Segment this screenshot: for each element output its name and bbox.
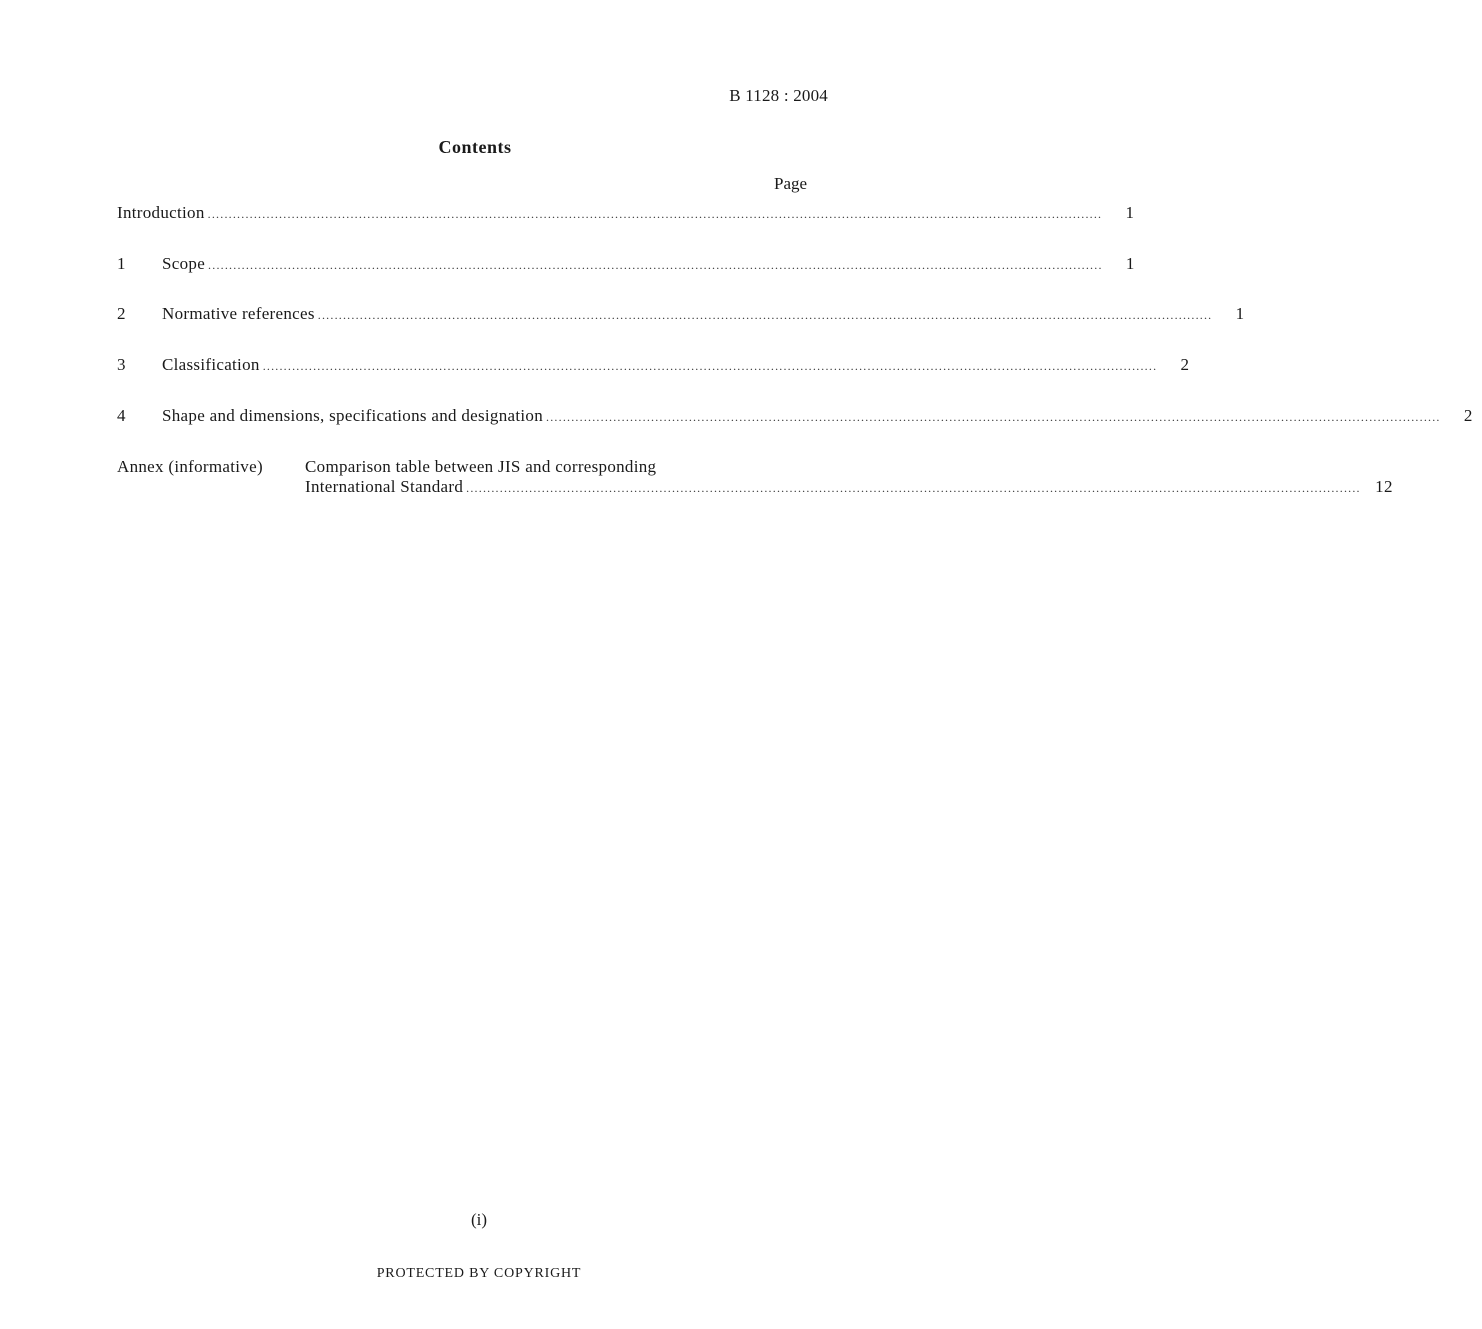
dot-leader: ..................................................................................................................................................................................................................... bbox=[466, 481, 1361, 495]
toc-entry-number: 3 bbox=[117, 355, 126, 374]
toc-entry-number: 2 bbox=[117, 304, 126, 323]
toc-entry-label: Classification bbox=[162, 355, 260, 374]
toc-entry-number: 4 bbox=[117, 406, 126, 425]
toc-entry-shape-and-dimensions[interactable] bbox=[117, 406, 1473, 428]
toc-entry-normative-references[interactable] bbox=[117, 304, 1245, 326]
dot-leader: ..................................................................................................................................................................................................................... bbox=[262, 359, 1158, 373]
toc-entry-page: 2 bbox=[1180, 355, 1190, 374]
annex-title-line-2-row bbox=[305, 477, 1393, 497]
toc-entry-label: Shape and dimensions, specifications and designation bbox=[162, 406, 544, 425]
annex-title-line-1: Comparison table between JIS and corresponding bbox=[305, 457, 657, 476]
toc-entry-introduction[interactable] bbox=[117, 203, 1135, 225]
toc-entry-page: 1 bbox=[1235, 304, 1245, 323]
toc-entry-classification[interactable] bbox=[117, 355, 1190, 377]
dot-leader: ..................................................................................................................................................................................................................... bbox=[317, 308, 1213, 322]
page-title: Contents bbox=[438, 137, 512, 157]
toc-entry-label: Introduction bbox=[117, 203, 205, 222]
dot-leader: ..................................................................................................................................................................................................................... bbox=[546, 410, 1441, 424]
annex-title-line-2: International Standard bbox=[305, 477, 464, 496]
annex-prefix: Annex (informative) bbox=[117, 457, 263, 476]
dot-leader: ..................................................................................................................................................................................................................... bbox=[208, 258, 1103, 272]
dot-leader: ..................................................................................................................................................................................................................... bbox=[207, 207, 1103, 221]
page-column-label: Page bbox=[774, 174, 808, 193]
toc-entry-number: 1 bbox=[117, 254, 126, 273]
toc-entry-page: 1 bbox=[1125, 254, 1135, 273]
toc-entry-page: 12 bbox=[1375, 477, 1393, 496]
toc-entry-label: Normative references bbox=[162, 304, 315, 323]
copyright-notice: PROTECTED BY COPYRIGHT bbox=[376, 1266, 582, 1281]
toc-entry-page: 1 bbox=[1125, 203, 1135, 222]
document-number: B 1128 : 2004 bbox=[729, 86, 828, 105]
toc-entry-scope[interactable] bbox=[117, 254, 1135, 276]
footer-page-number: (i) bbox=[470, 1210, 488, 1229]
toc-entry-label: Scope bbox=[162, 254, 206, 273]
toc-entry-page: 2 bbox=[1463, 406, 1473, 425]
